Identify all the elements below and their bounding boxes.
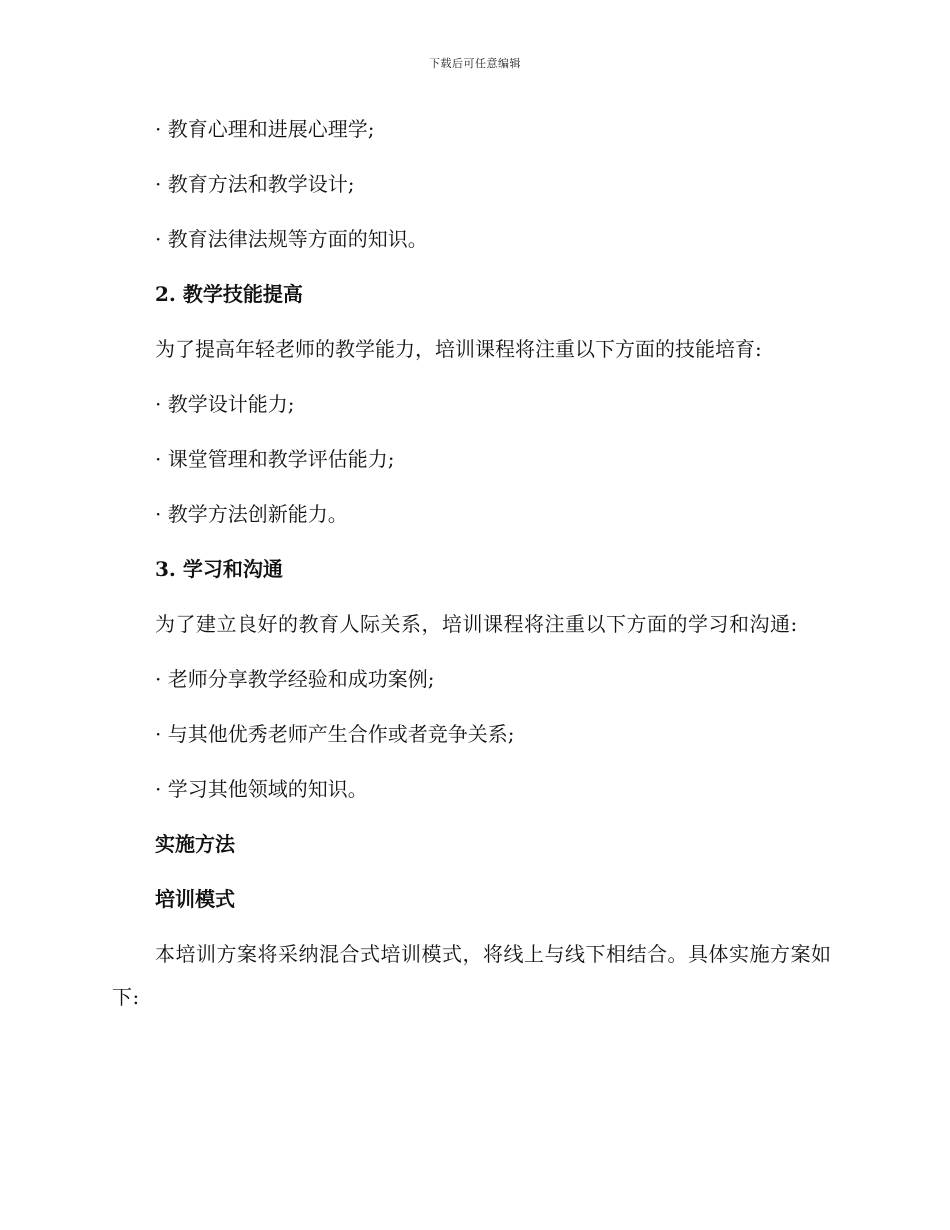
bullet-item: · 教育心理和进展心理学;	[155, 117, 375, 141]
bullet-item: · 教育方法和教学设计;	[155, 172, 355, 196]
bullet-item: · 课堂管理和教学评估能力;	[155, 447, 395, 471]
page-header: 下载后可任意编辑	[429, 57, 521, 70]
section-heading: 2. 教学技能提高	[155, 282, 303, 306]
section-heading: 3. 学习和沟通	[155, 557, 283, 581]
bullet-item: · 与其他优秀老师产生合作或者竞争关系;	[155, 722, 515, 746]
section-heading: 培训模式	[155, 887, 235, 911]
bullet-item: · 教学设计能力;	[155, 392, 295, 416]
paragraph: 为了建立良好的教育人际关系，培训课程将注重以下方面的学习和沟通:	[155, 612, 798, 636]
paragraph: 本培训方案将采纳混合式培训模式，将线上与线下相结合。具体实施方案如下:	[112, 942, 832, 1009]
bullet-item: · 教育法律法规等方面的知识。	[155, 227, 428, 251]
bullet-item: · 教学方法创新能力。	[155, 502, 348, 526]
document-body	[112, 102, 837, 1025]
bullet-item: · 学习其他领域的知识。	[155, 777, 368, 801]
paragraph: 为了提高年轻老师的教学能力，培训课程将注重以下方面的技能培育:	[155, 337, 762, 361]
section-heading: 实施方法	[155, 832, 235, 856]
bullet-item: · 老师分享教学经验和成功案例;	[155, 667, 435, 691]
